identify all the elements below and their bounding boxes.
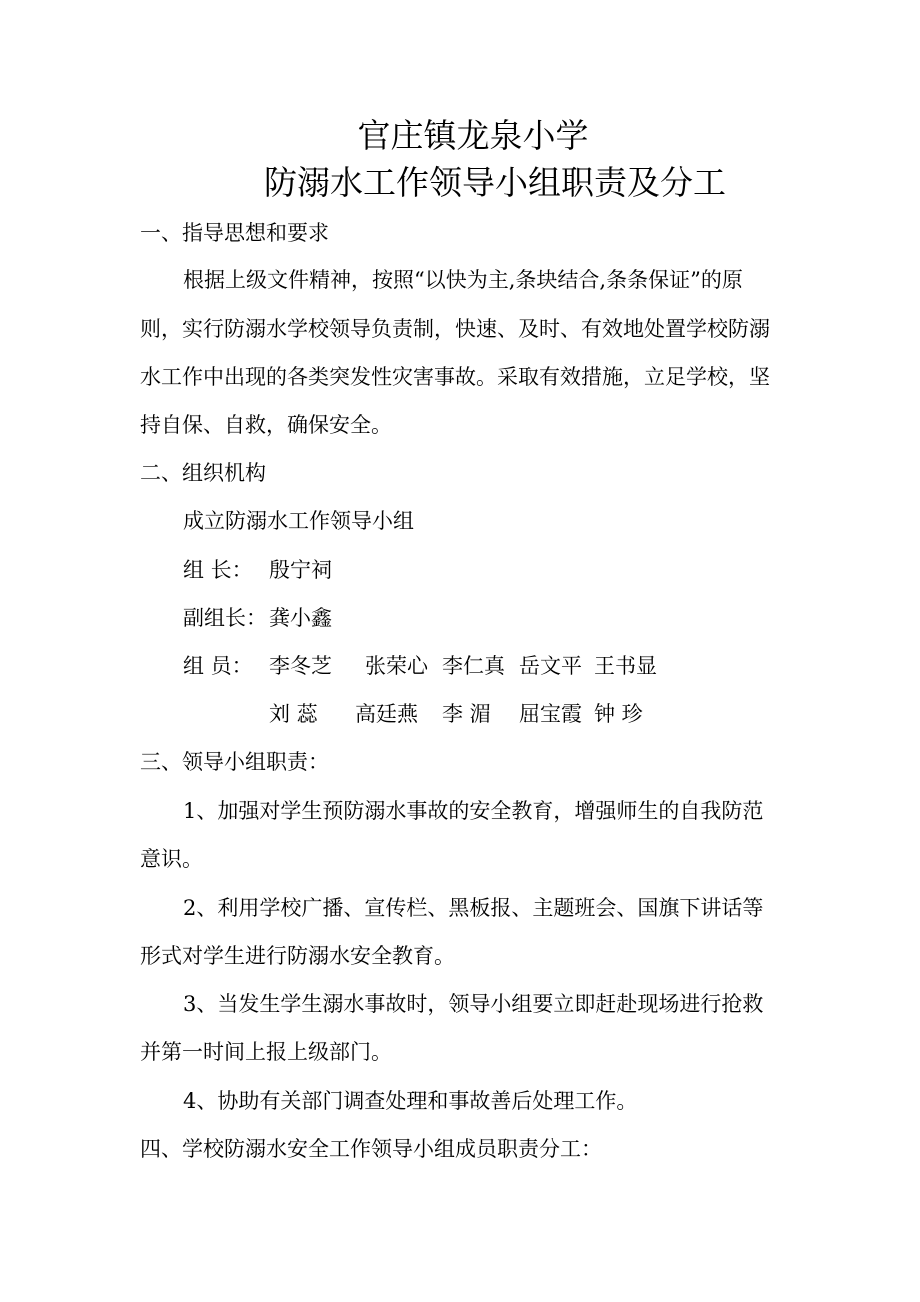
section2-heading: 二、组织机构 (140, 461, 266, 485)
section1-heading: 一、指导思想和要求 (140, 221, 329, 245)
member-name: 钟 珍 (594, 702, 643, 726)
member-name: 屈宝霞 (519, 702, 582, 726)
leader-label: 组 长： (183, 558, 253, 582)
section3-heading: 三、领导小组职责： (140, 750, 329, 774)
section1-paragraph-line: 持自保、自救，确保安全。 (140, 413, 392, 437)
member-name: 刘 蕊 (269, 702, 318, 726)
duty-item-line: 2、利用学校广播、宣传栏、黑板报、主题班会、国旗下讲话等 (183, 896, 764, 920)
member-name: 李冬芝 (269, 654, 332, 678)
member-name: 高廷燕 (355, 702, 418, 726)
deputy-name: 龚小鑫 (269, 606, 332, 630)
section1-paragraph-line: 则，实行防溺水学校领导负责制，快速、及时、有效地处置学校防溺 (140, 317, 770, 341)
duty-item-line: 4、协助有关部门调查处理和事故善后处理工作。 (183, 1089, 638, 1113)
section1-paragraph-line: 水工作中出现的各类突发性灾害事故。采取有效措施，立足学校，坚 (140, 365, 770, 389)
leader-name: 殷宁祠 (269, 558, 332, 582)
document-title-school: 官庄镇龙泉小学 (357, 116, 589, 155)
duty-item-line: 并第一时间上报上级部门。 (140, 1040, 392, 1064)
duty-item-line: 3、当发生学生溺水事故时，领导小组要立即赶赴现场进行抢救 (183, 992, 764, 1016)
duty-item-line: 形式对学生进行防溺水安全教育。 (140, 944, 455, 968)
member-name: 岳文平 (519, 654, 582, 678)
member-name: 张荣心 (365, 654, 428, 678)
member-name: 李 湄 (442, 702, 491, 726)
duty-item-line: 1、加强对学生预防溺水事故的安全教育，增强师生的自我防范 (183, 799, 764, 823)
duty-item-line: 意识。 (140, 847, 203, 871)
document-title-main: 防溺水工作领导小组职责及分工 (264, 163, 726, 202)
section2-intro: 成立防溺水工作领导小组 (183, 509, 414, 533)
section1-paragraph-line: 根据上级文件精神，按照“以快为主,条块结合,条条保证”的原 (183, 268, 743, 292)
members-label: 组 员： (183, 654, 253, 678)
member-name: 王书显 (594, 654, 657, 678)
member-name: 李仁真 (442, 654, 505, 678)
deputy-label: 副组长： (183, 606, 267, 630)
section4-heading: 四、学校防溺水安全工作领导小组成员职责分工： (140, 1137, 602, 1161)
